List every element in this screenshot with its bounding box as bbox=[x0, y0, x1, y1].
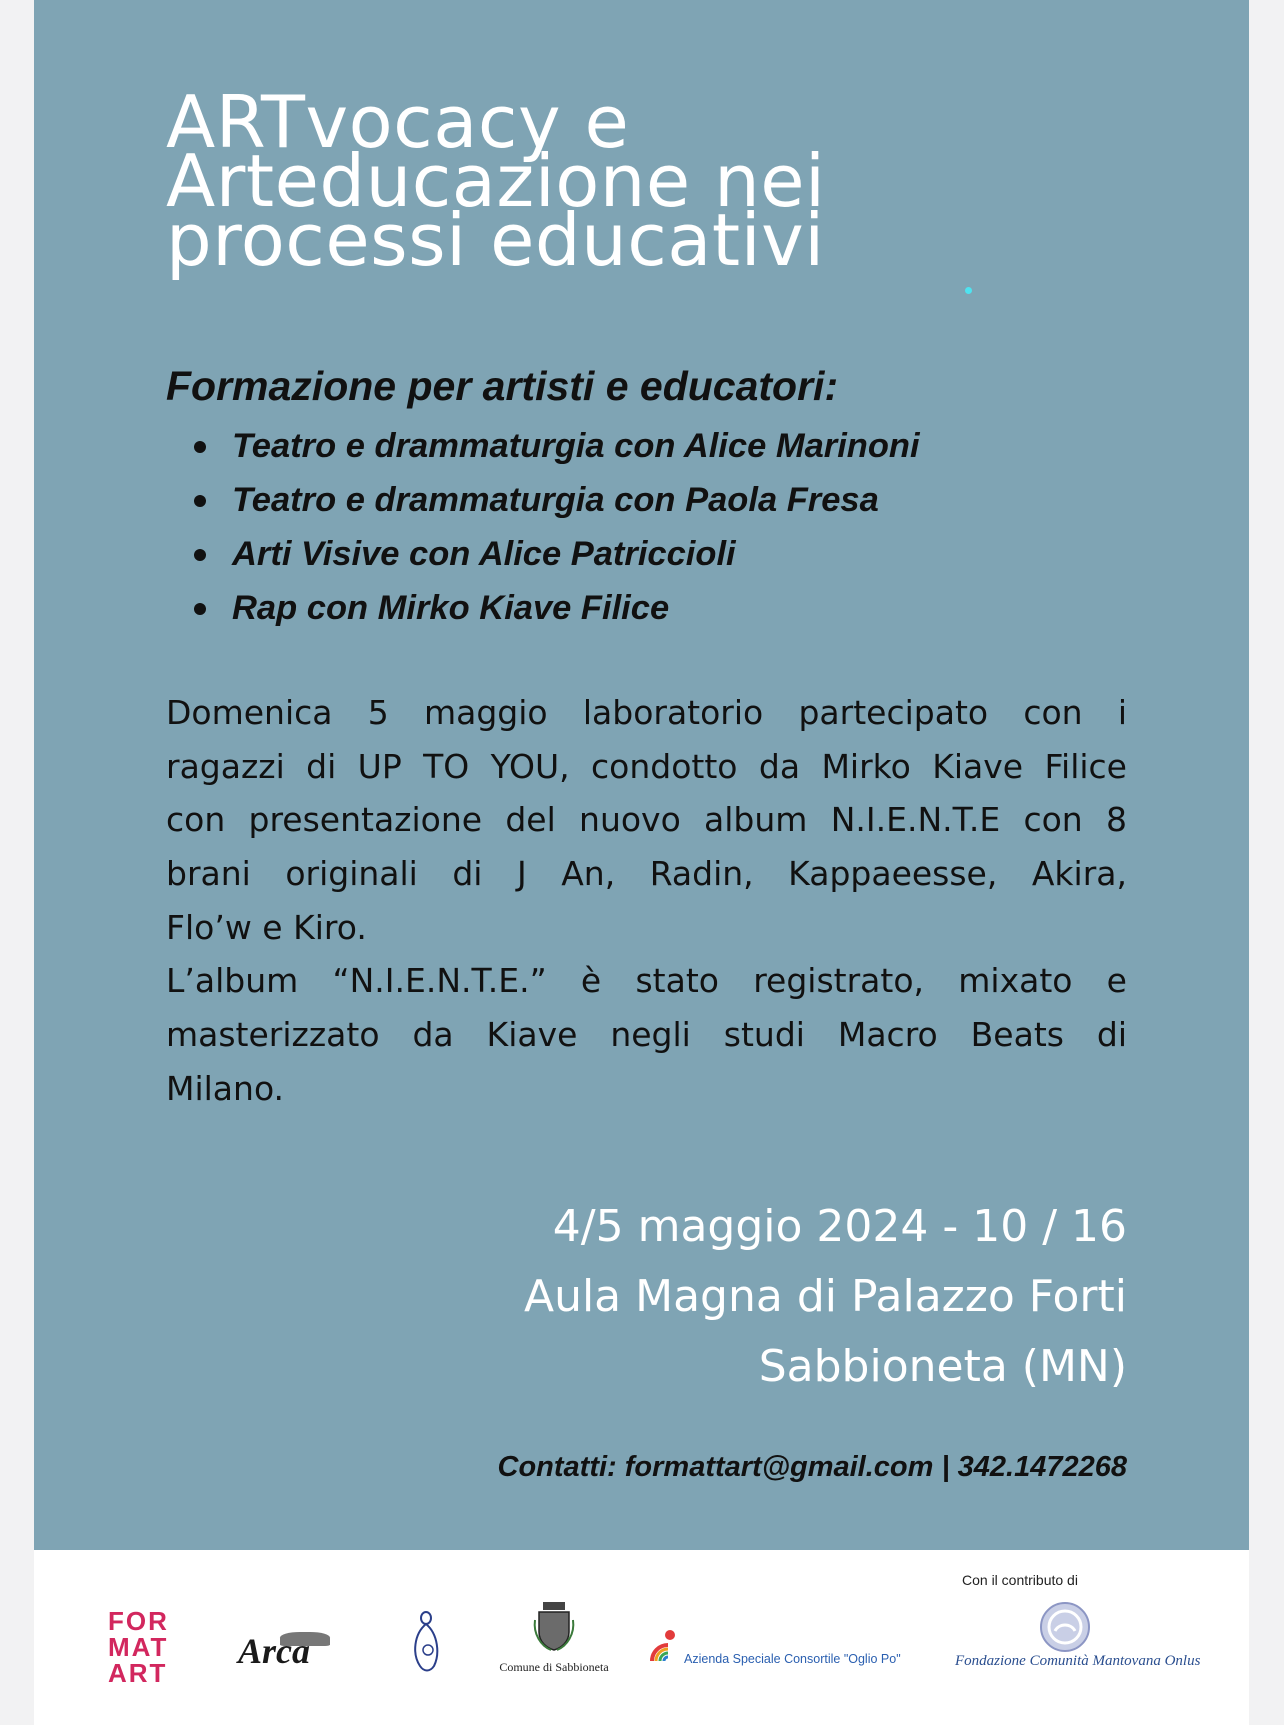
page-margin-left bbox=[0, 0, 34, 1725]
bullet-icon bbox=[194, 603, 206, 615]
figure-logo-icon bbox=[408, 1610, 444, 1678]
description-line: con presentazione del nuovo album N.I.E.N.T.E con 8 bbox=[166, 800, 1127, 840]
list-item-label: Rap con Mirko Kiave Filice bbox=[232, 589, 670, 627]
training-heading: Formazione per artisti e educatori: bbox=[166, 363, 839, 409]
description-line: ragazzi di UP TO YOU, condotto da Mirko Kiave Filice bbox=[166, 746, 1127, 786]
formatart-logo bbox=[108, 1608, 188, 1686]
contribution-label: Con il contributo di bbox=[962, 1572, 1078, 1588]
description-line: masterizzato da Kiave negli studi Macro Beats di bbox=[166, 1015, 1127, 1055]
azienda-label: Azienda Speciale Consortile "Oglio Po" bbox=[684, 1652, 901, 1666]
comune-label: Comune di Sabbioneta bbox=[499, 1660, 609, 1674]
poster-title bbox=[166, 80, 966, 282]
coat-of-arms-icon bbox=[531, 1600, 577, 1652]
fondazione-logo-icon bbox=[1039, 1601, 1091, 1657]
azienda-logo-icon bbox=[648, 1625, 684, 1669]
title-line: ARTvocacy e bbox=[166, 80, 630, 164]
title-line: Arteducazione nei bbox=[166, 139, 826, 223]
bullet-icon bbox=[194, 549, 206, 561]
description-line: Milano. bbox=[166, 1068, 285, 1108]
description-line: L’album “N.I.E.N.T.E.” è stato registrato, mixato e bbox=[166, 961, 1127, 1001]
event-date-time: 4/5 maggio 2024 - 10 / 16 bbox=[552, 1201, 1127, 1252]
figure-logo-graphic bbox=[408, 1610, 444, 1674]
formatart-logo-line: ART bbox=[108, 1658, 168, 1688]
fondazione-emblem-icon bbox=[1039, 1601, 1091, 1653]
formatart-logo-line: MAT bbox=[108, 1632, 169, 1662]
formatart-logo-line: FOR bbox=[108, 1606, 169, 1636]
list-item bbox=[190, 420, 920, 474]
list-item-label: Arti Visive con Alice Patricciolі bbox=[232, 535, 736, 573]
description-line: Domenica 5 maggio laboratorio partecipato con i bbox=[166, 693, 1127, 732]
list-item-label: Teatro e drammaturgia con Paola Fresa bbox=[232, 481, 879, 519]
contacts: Contatti: formattart@gmail.com | 342.1472268 bbox=[497, 1451, 1127, 1483]
description-line: Flo’w e Kiro. bbox=[166, 907, 367, 947]
list-item bbox=[190, 474, 920, 528]
event-info bbox=[400, 1192, 1127, 1402]
rainbow-arc-icon bbox=[648, 1625, 684, 1665]
decorative-dot bbox=[965, 287, 972, 294]
event-city: Sabbioneta (MN) bbox=[758, 1341, 1127, 1392]
list-item bbox=[190, 582, 920, 636]
bullet-icon bbox=[194, 495, 206, 507]
list-item-label: Teatro e drammaturgia con Alice Marinoni bbox=[232, 427, 920, 465]
list-item bbox=[190, 528, 920, 582]
page-margin-right bbox=[1249, 0, 1284, 1725]
description-line: brani originali di J An, Radin, Kappaeesse, Akira, bbox=[166, 854, 1127, 894]
event-description bbox=[166, 686, 1127, 1116]
event-venue: Aula Magna di Palazzo Forti bbox=[523, 1271, 1127, 1322]
comune-logo bbox=[494, 1600, 614, 1675]
fondazione-label: Fondazione Comunità Mantovana Onlus bbox=[955, 1653, 1201, 1669]
arca-logo: Arca bbox=[238, 1631, 310, 1671]
title-line: processi educativi bbox=[166, 198, 825, 282]
bullet-icon bbox=[194, 441, 206, 453]
training-list bbox=[190, 420, 920, 636]
